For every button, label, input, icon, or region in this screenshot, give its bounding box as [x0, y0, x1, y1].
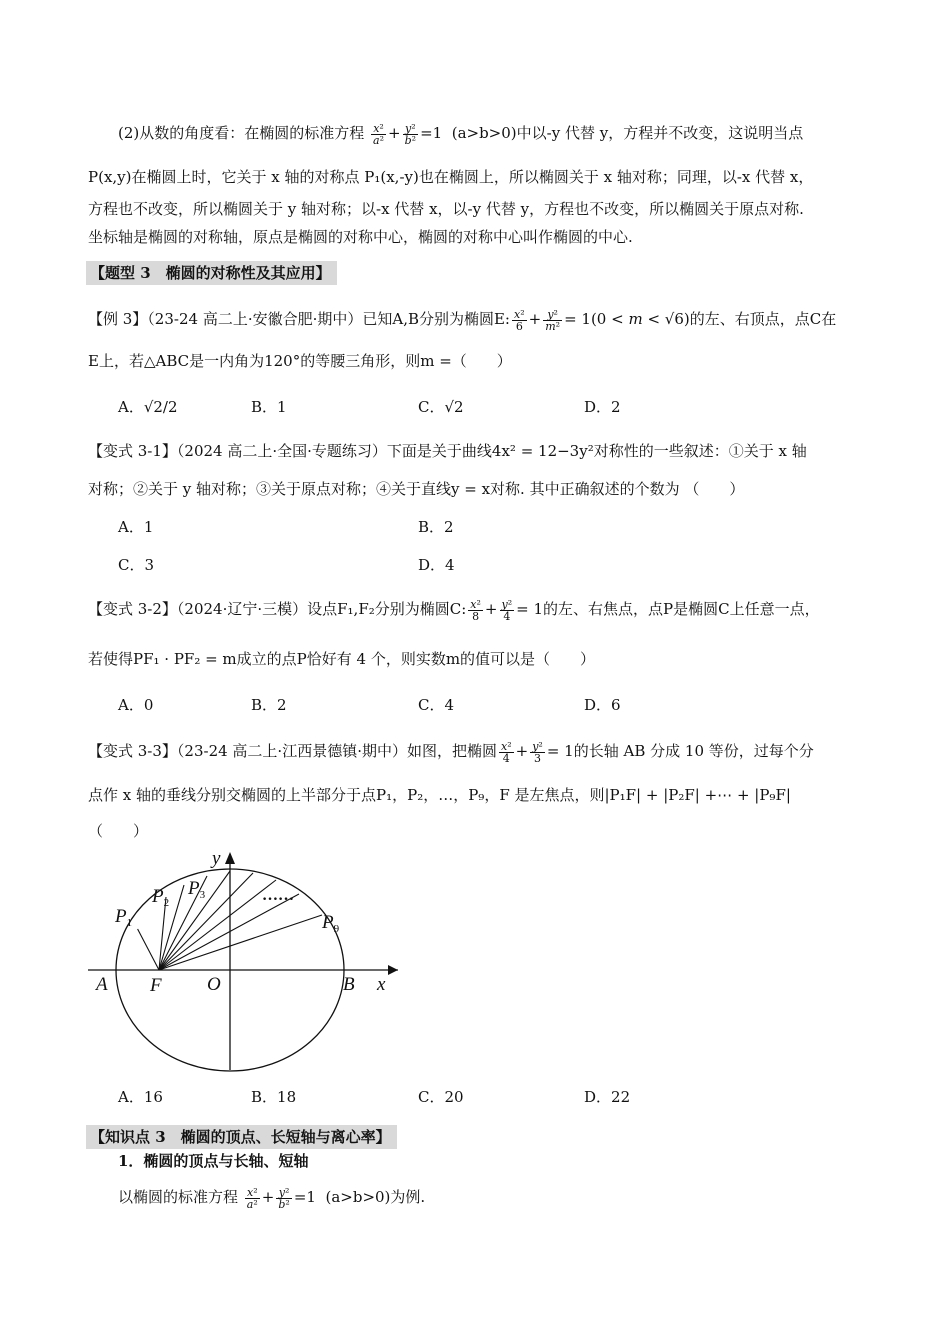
fraction-x2-4: $\frac{\text{x²}}{4}$ [500, 739, 512, 765]
variant33-option-c[interactable]: C．20 [418, 1088, 464, 1106]
para-condition: (a>b>0)中以-y 代替 y，方程并不改变，这说明当点 [451, 124, 804, 142]
variant33-option-d[interactable]: D．22 [584, 1088, 631, 1106]
example3-line-2: E上，若△ABC是一内角为120°的等腰三角形，则m =（ ） [88, 352, 512, 370]
variant31-option-a[interactable]: A．1 [118, 518, 154, 536]
variant31-option-c[interactable]: C．3 [118, 556, 155, 574]
label-y: y [212, 848, 221, 869]
y-axis-arrow [225, 852, 235, 864]
label-p1-letter: P [115, 906, 127, 927]
para-line-4: 坐标轴是椭圆的对称轴，原点是椭圆的对称中心，椭圆的对称中心叫作椭圆的中心. [88, 228, 633, 246]
fraction-x2-a2: $\frac{\text{x²}}{\text{a²}}$ [373, 121, 385, 147]
example3-option-d[interactable]: D．2 [584, 398, 621, 416]
example3-option-a[interactable]: A．√2/2 [118, 398, 178, 416]
variant31-option-d[interactable]: D．4 [418, 556, 455, 574]
label-f: F [150, 975, 162, 996]
label-p2-index: 2 [163, 897, 170, 909]
para-text: (2)从数的角度看：在椭圆的标准方程 [118, 124, 365, 142]
variant32-line-1: 【变式 3-2】（2024·辽宁·三模）设点F₁,F₂分别为椭圆C: $\frac{\text{x²}}{8}$ + $\frac{\text{y²}}{4}$ = 1的左、右焦点，点P是椭圆C上任意一点， [88, 597, 820, 623]
fraction-x2-a2-b: $\frac{\text{x²}}{\text{a²}}$ [246, 1185, 258, 1211]
variant32-suffix: 的左、右焦点，点P是椭圆C上任意一点， [543, 600, 820, 618]
variant33-option-a[interactable]: A．16 [118, 1088, 163, 1106]
label-p9 [321, 912, 340, 935]
label-p3 [187, 878, 206, 901]
label-p9-index: 9 [333, 923, 340, 935]
last-line-suffix: (a>b>0)为例. [325, 1188, 426, 1206]
variant32-option-b[interactable]: B．2 [251, 696, 287, 714]
fraction-y2-3: $\frac{\text{y²}}{3}$ [532, 739, 543, 765]
fraction-y2-b2: $\frac{\text{y²}}{\text{b²}}$ [404, 121, 417, 147]
segment-p8 [159, 894, 299, 970]
label-p1 [114, 906, 132, 929]
label-b: B [343, 974, 355, 995]
variant33-line-2: 点作 x 轴的垂线分别交椭圆的上半部分于点P₁，P₂，…，P₉，F 是左焦点，则|P₁F| + |P₂F| +⋯ + |P₉F| [88, 786, 791, 804]
fraction-y2-4: $\frac{\text{y²}}{4}$ [501, 597, 513, 623]
fraction-x2-6: $\frac{\text{x²}}{6}$ [514, 307, 525, 333]
label-p9-letter: P [322, 912, 334, 933]
variant32-line-2: 若使得PF₁ · PF₂ = m成立的点P恰好有 4 个，则实数m的值可以是（ ） [88, 650, 596, 668]
subheading-vertices: 1．椭圆的顶点与长轴、短轴 [118, 1152, 309, 1170]
section-header-knowledge3: 【知识点 3 椭圆的顶点、长短轴与离心率】 [86, 1125, 397, 1149]
x-axis-arrow [388, 965, 398, 975]
example3-prefix: 【例 3】（23-24 高二上·安徽合肥·期中）已知A,B分别为椭圆E: [88, 310, 510, 328]
fraction-y2-b2-b: $\frac{\text{y²}}{\text{b²}}$ [278, 1185, 290, 1211]
variant33-prefix: 【变式 3-3】（23-24 高二上·江西景德镇·期中）如图，把椭圆 [88, 742, 497, 760]
label-ellipsis: …… [262, 887, 294, 904]
variant33-line-1: 【变式 3-3】（23-24 高二上·江西景德镇·期中）如图，把椭圆 $\frac{\text{x²}}{4}$ + $\frac{\text{y²}}{3}$ = 1的长轴 AB 分成 10 等份，过每个分 [88, 739, 814, 765]
para-line-2: P(x,y)在椭圆上时，它关于 x 轴的对称点 P₁(x,-y)也在椭圆上，所以椭圆关于 x 轴对称；同理，以-x 代替 x， [88, 168, 814, 186]
label-p3-index: 3 [199, 889, 206, 901]
example3-option-c[interactable]: C．√2 [418, 398, 464, 416]
last-line-prefix: 以椭圆的标准方程 [118, 1188, 239, 1206]
label-p3-letter: P [188, 878, 200, 899]
fraction-y2-m2: $\frac{\text{y²}}{\text{m²}}$ [545, 307, 561, 333]
label-p2 [151, 886, 169, 909]
label-o: O [207, 974, 221, 995]
variant32-prefix: 【变式 3-2】（2024·辽宁·三模）设点F₁,F₂分别为椭圆C: [88, 600, 467, 618]
label-a: A [96, 974, 108, 995]
variant33-line-3: （ ） [88, 822, 149, 840]
para-line-1: (2)从数的角度看：在椭圆的标准方程 $\frac{\text{x²}}{\text{a²}}$ + $\frac{\text{y²}}{\text{b²}}$ =1 (a>b>0)中以-y 代替 y，方程并不改变，这说明当点 [118, 121, 804, 147]
label-p1-index: 1 [126, 917, 133, 929]
label-p2-letter: P [152, 886, 164, 907]
variant31-line-1: 【变式 3-1】（2024 高二上·全国·专题练习）下面是关于曲线4x² = 12−3y²对称性的一些叙述：①关于 x 轴 [88, 442, 807, 460]
section-header-type3: 【题型 3 椭圆的对称性及其应用】 [86, 261, 337, 285]
para-line-3: 方程也不改变，所以椭圆关于 y 轴对称；以-x 代替 x，以-y 代替 y，方程也不改变，所以椭圆关于原点对称. [88, 200, 804, 218]
variant32-option-d[interactable]: D．6 [584, 696, 621, 714]
segment-p1 [138, 929, 159, 970]
last-line: 以椭圆的标准方程 $\frac{\text{x²}}{\text{a²}}$ + $\frac{\text{y²}}{\text{b²}}$ =1 (a>b>0)为例. [118, 1185, 426, 1211]
variant32-option-a[interactable]: A．0 [118, 696, 154, 714]
variant33-suffix: 的长轴 AB 分成 10 等份，过每个分 [573, 742, 814, 760]
variant31-option-b[interactable]: B．2 [418, 518, 454, 536]
label-x: x [377, 974, 386, 995]
variant32-option-c[interactable]: C．4 [418, 696, 455, 714]
variant31-line-2: 对称；②关于 y 轴对称；③关于原点对称；④关于直线y = x对称. 其中正确叙述的个数为 （ ） [88, 480, 745, 498]
segment-p7 [159, 880, 276, 970]
example3-line-1: 【例 3】（23-24 高二上·安徽合肥·期中）已知A,B分别为椭圆E: $\frac{\text{x²}}{6}$ + $\frac{\text{y²}}{\text{m²}}$ = 1(0 < m < √6)的左、右顶点，点C在 [88, 307, 837, 333]
variant33-option-b[interactable]: B．18 [251, 1088, 297, 1106]
example3-option-b[interactable]: B．1 [251, 398, 287, 416]
fraction-x2-8: $\frac{\text{x²}}{8}$ [470, 597, 481, 623]
example3-suffix: 的左、右顶点，点C在 [689, 310, 837, 328]
ellipse-figure [80, 840, 410, 1075]
